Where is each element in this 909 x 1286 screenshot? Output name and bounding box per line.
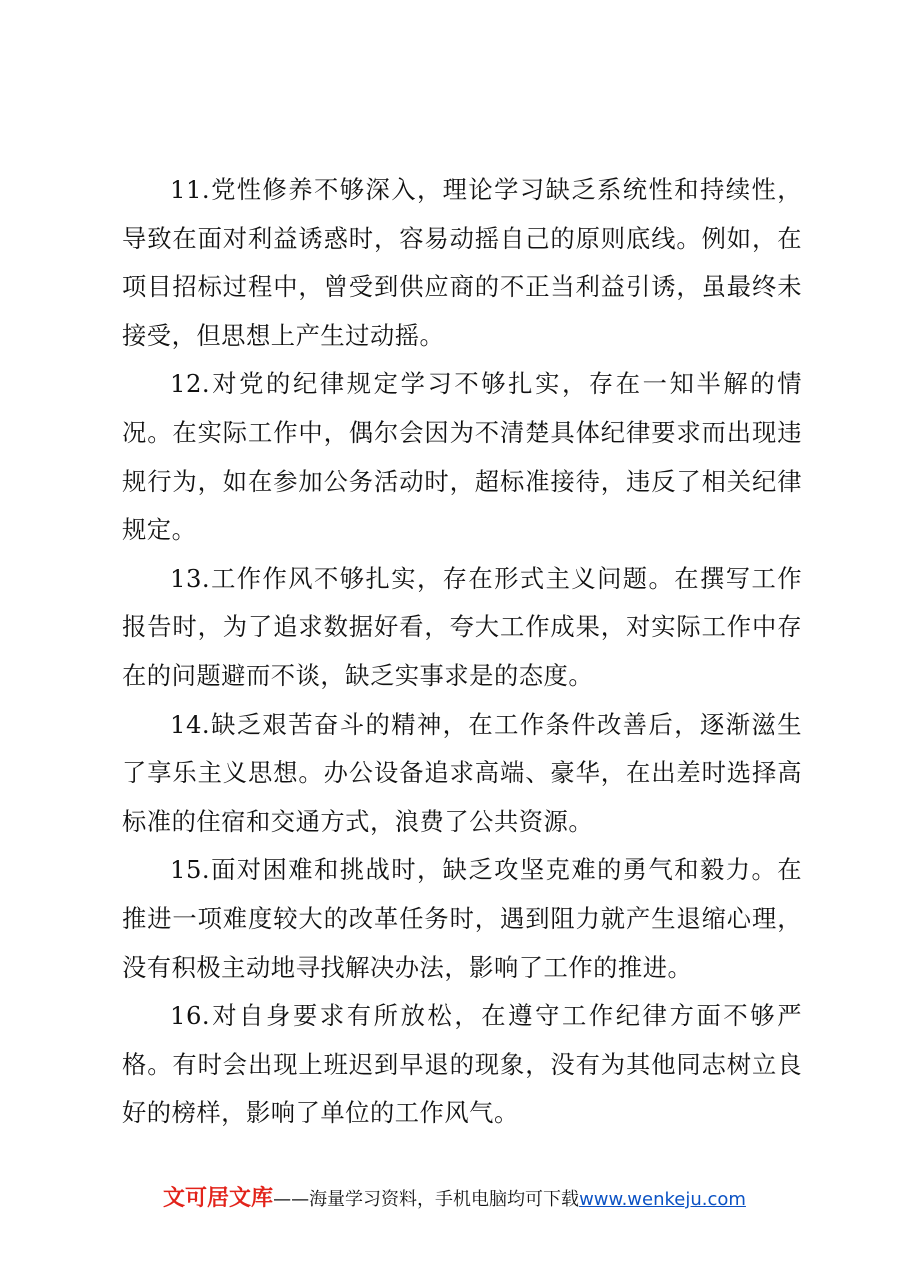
paragraph-13: 13.工作作风不够扎实，存在形式主义问题。在撰写工作报告时，为了追求数据好看，夸大工作成果，对实际工作中存在的问题避而不谈，缺乏实事求是的态度。 [122,563,802,690]
paragraph-14: 14.缺乏艰苦奋斗的精神，在工作条件改善后，逐渐滋生了享乐主义思想。办公设备追求高端、豪华，在出差时选择高标准的住宿和交通方式，浪费了公共资源。 [122,709,802,836]
footer-tagline: ——海量学习资料，手机电脑均可下载 [273,1189,580,1210]
document-body [122,166,802,1138]
brand-name: 文可居文库 [163,1186,274,1211]
paragraph-16: 16.对自身要求有所放松，在遵守工作纪律方面不够严格。有时会出现上班迟到早退的现象，没有为其他同志树立良好的榜样，影响了单位的工作风气。 [122,1001,802,1128]
website-link[interactable]: www.wenkeju.com [579,1189,746,1210]
paragraph-12: 12.对党的纪律规定学习不够扎实，存在一知半解的情况。在实际工作中，偶尔会因为不清楚具体纪律要求而出现违规行为，如在参加公务活动时，超标准接待，违反了相关纪律规定。 [122,369,802,545]
paragraph-11: 11.党性修养不够深入，理论学习缺乏系统性和持续性，导致在面对利益诱惑时，容易动摇自己的原则底线。例如，在项目招标过程中，曾受到供应商的不正当利益引诱，虽最终未接受，但思想上产生过动摇。 [122,175,802,350]
paragraph-15: 15.面对困难和挑战时，缺乏攻坚克难的勇气和毅力。在推进一项难度较大的改革任务时，遇到阻力就产生退缩心理，没有积极主动地寻找解决办法，影响了工作的推进。 [122,855,802,982]
footer-watermark [0,1181,909,1211]
